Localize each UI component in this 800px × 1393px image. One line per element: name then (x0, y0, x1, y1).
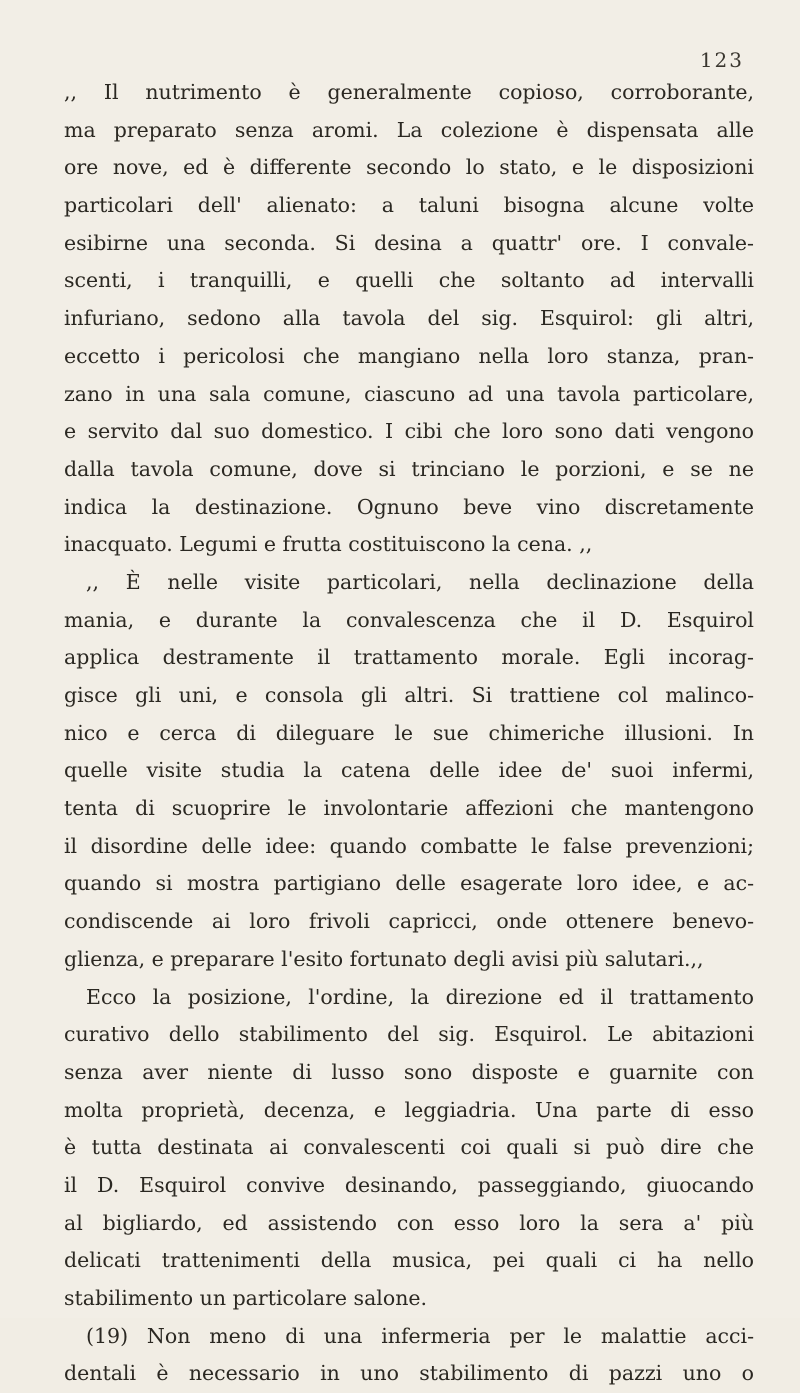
text-line: (19) Non meno di una infermeria per le malattie acci- (86, 1323, 754, 1348)
text-line: glienza, e preparare l'esito fortunato degli avisi più salutari.,, (64, 946, 704, 971)
text-line: quelle visite studia la catena delle idee de' suoi infermi, (64, 758, 754, 783)
text-line: molta proprietà, decenza, e leggiadria. Una parte di esso (64, 1097, 754, 1122)
text-line: gisce gli uni, e consola gli altri. Si trattiene col malinco- (64, 683, 754, 707)
body-text (64, 74, 754, 1393)
text-line: e servito dal suo domestico. I cibi che loro sono dati vengono (64, 419, 754, 444)
text-line: Ecco la posizione, l'ordine, la direzione ed il trattamento (86, 984, 754, 1009)
text-line: infuriano, sedono alla tavola del sig. Esquirol: gli altri, (64, 306, 754, 331)
text-line: particolari dell' alienato: a taluni bisogna alcune volte (64, 193, 754, 218)
text-line: il D. Esquirol convive desinando, passeggiando, giuocando (64, 1172, 754, 1197)
text-line: condiscende ai loro frivoli capricci, onde ottenere benevo- (64, 909, 754, 934)
text-line: ore nove, ed è differente secondo lo stato, e le disposizioni (64, 155, 754, 180)
text-line: dalla tavola comune, dove si trinciano le porzioni, e se ne (64, 456, 754, 481)
text-line: al bigliardo, ed assistendo con esso loro la sera a' più (64, 1210, 754, 1235)
text-line: zano in una sala comune, ciascuno ad una tavola particolare, (64, 381, 754, 406)
text-line: tenta di scuoprire le involontarie affezioni che mantengono (64, 796, 754, 821)
text-line: quando si mostra partigiano delle esagerate loro idee, e ac- (64, 871, 754, 896)
text-line: scenti, i tranquilli, e quelli che soltanto ad intervalli (64, 268, 754, 293)
text-line: nico e cerca di dileguare le sue chimeriche illusioni. In (64, 720, 754, 745)
text-line: senza aver niente di lusso sono disposte e guarnite con (64, 1059, 754, 1084)
text-line: è tutta destinata ai convalescenti coi quali si può dire che (64, 1135, 754, 1160)
text-line: inacquato. Legumi e frutta costituiscono la cena. ,, (64, 532, 593, 557)
text-line: mania, e durante la convalescenza che il D. Esquirol (64, 607, 754, 632)
text-line: esibirne una seconda. Si desina a quattr' ore. I convale- (64, 230, 754, 255)
text-line: ,, Il nutrimento è generalmente copioso, corroborante, (64, 80, 754, 104)
text-line: eccetto i pericolosi che mangiano nella loro stanza, pran- (64, 343, 754, 368)
text-line: delicati trattenimenti della musica, pei quali ci ha nello (64, 1248, 754, 1273)
text-line: applica destramente il trattamento morale. Egli incorag- (64, 645, 754, 670)
text-line: indica la destinazione. Ognuno beve vino discretamente (64, 494, 754, 519)
text-line: ma preparato senza aromi. La colezione è dispensata alle (64, 117, 754, 142)
text-line: dentali è necessario in uno stabilimento di pazzi uno o (64, 1361, 754, 1386)
text-line: stabilimento un particolare salone. (64, 1286, 428, 1310)
page-number: 123 (699, 48, 744, 72)
text-line: il disordine delle idee: quando combatte le false prevenzioni; (64, 833, 754, 858)
text-line: ,, È nelle visite particolari, nella declinazione della (86, 569, 754, 594)
text-line: curativo dello stabilimento del sig. Esquirol. Le abitazioni (64, 1022, 754, 1047)
